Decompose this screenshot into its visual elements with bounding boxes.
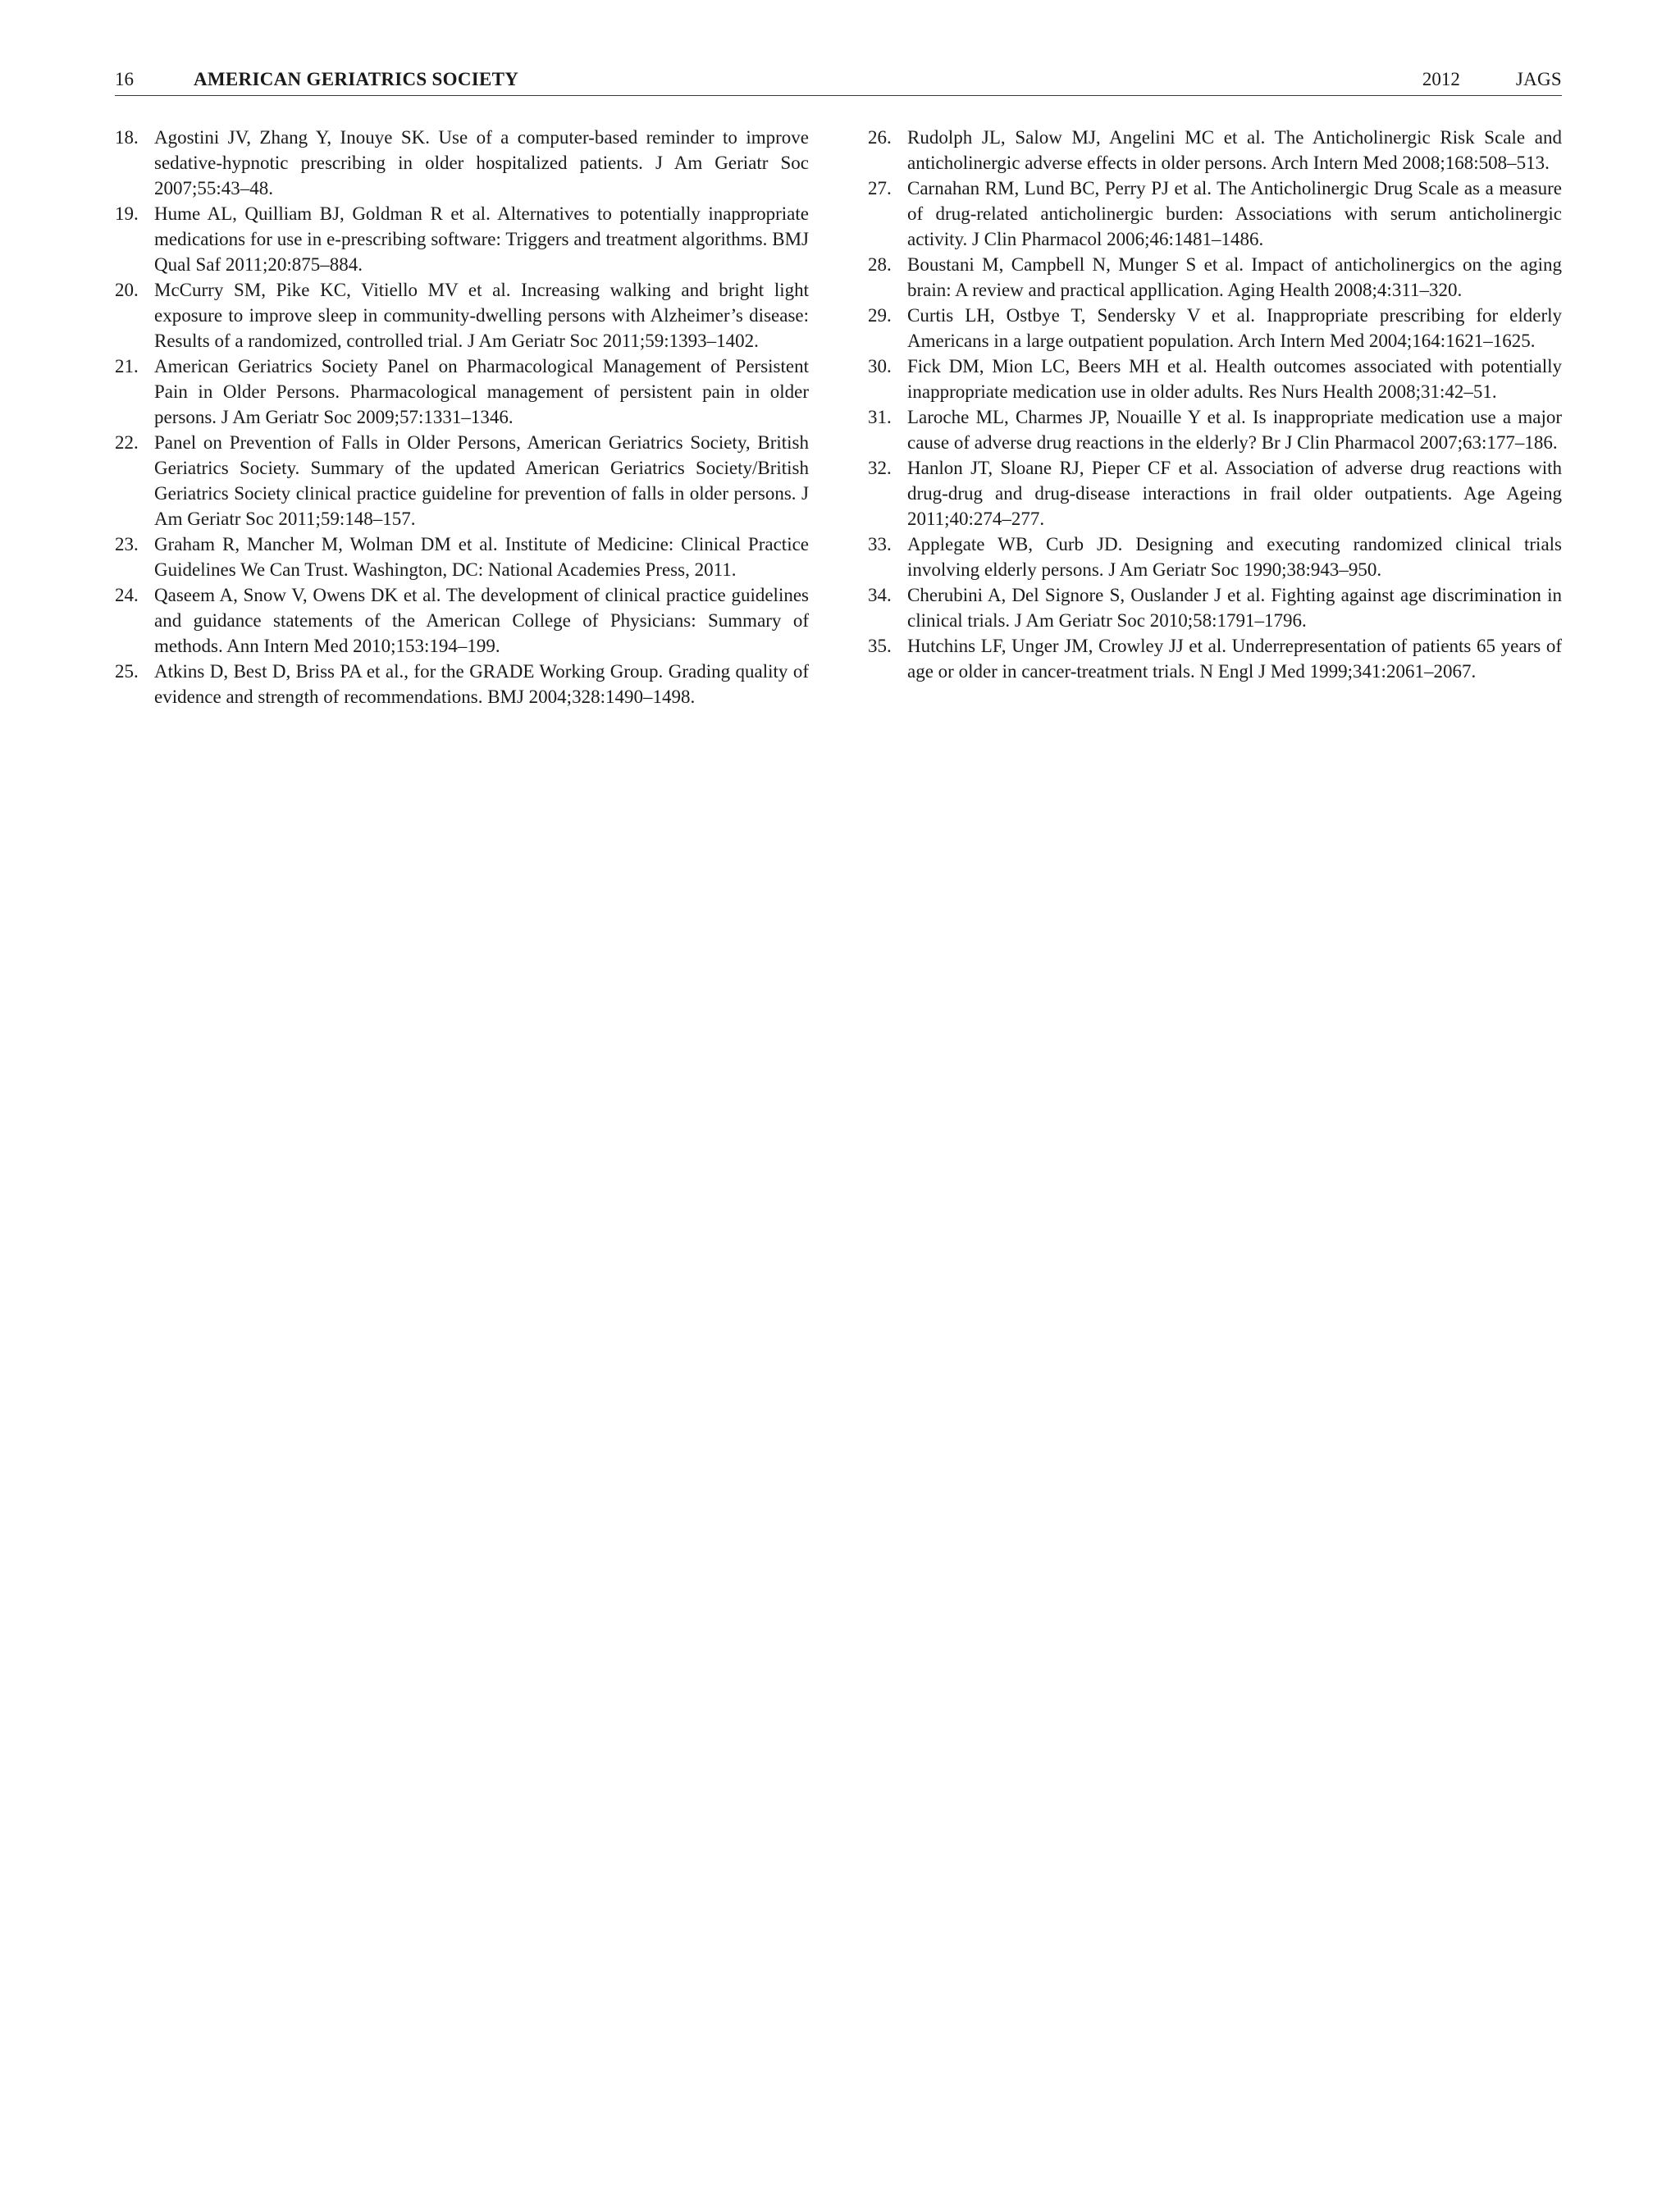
reference-text: Boustani M, Campbell N, Munger S et al. Impact of anticholinergics on the aging brain: A review and practical appllication. Aging Health 2008;4:311–320. <box>907 254 1562 300</box>
reference-item <box>115 125 809 201</box>
reference-item <box>868 176 1562 252</box>
reference-item <box>868 582 1562 633</box>
references-right-column <box>868 125 1562 709</box>
reference-text: Laroche ML, Charmes JP, Nouaille Y et al. Is inappropriate medication use a major cause of adverse drug reactions in the elderly? Br J Clin Pharmacol 2007;63:177–186. <box>907 407 1562 453</box>
reference-number: 19. <box>115 203 139 224</box>
reference-item <box>868 125 1562 176</box>
reference-text: Hanlon JT, Sloane RJ, Pieper CF et al. Association of adverse drug reactions with drug-drug and drug-disease interactions in frail older outpatients. Age Ageing 2011;40:274–277. <box>907 458 1562 529</box>
running-head <box>115 67 1562 96</box>
reference-number: 22. <box>115 432 139 453</box>
reference-text: American Geriatrics Society Panel on Pharmacological Management of Persistent Pain in Older Persons. Pharmacological management of persistent pain in older persons. J Am Geriatr Soc 2009;57:1331–1346. <box>154 356 809 427</box>
page-number: 16 <box>115 69 134 89</box>
reference-text: Fick DM, Mion LC, Beers MH et al. Health outcomes associated with potentially inappropriate medication use in older adults. Res Nurs Health 2008;31:42–51. <box>907 356 1562 402</box>
reference-item <box>868 252 1562 303</box>
reference-number: 29. <box>868 305 892 326</box>
reference-number: 26. <box>868 127 892 148</box>
reference-text: Curtis LH, Ostbye T, Sendersky V et al. Inappropriate prescribing for elderly Americans in a large outpatient population. Arch Intern Med 2004;164:1621–1625. <box>907 305 1562 351</box>
reference-text: Qaseem A, Snow V, Owens DK et al. The development of clinical practice guidelines and guidance statements of the American College of Physicians: Summary of methods. Ann Intern Med 2010;153:194–199. <box>154 585 809 656</box>
reference-item <box>115 430 809 531</box>
journal-page <box>115 67 1562 709</box>
reference-number: 30. <box>868 356 892 376</box>
reference-text: Graham R, Mancher M, Wolman DM et al. Institute of Medicine: Clinical Practice Guidelines We Can Trust. Washington, DC: National Academies Press, 2011. <box>154 534 809 580</box>
reference-number: 23. <box>115 534 139 554</box>
reference-number: 33. <box>868 534 892 554</box>
reference-text: Hume AL, Quilliam BJ, Goldman R et al. Alternatives to potentially inappropriate medications for use in e-prescribing software: Triggers and treatment algorithms. BMJ Qual Saf 2011;20:875–884. <box>154 203 809 275</box>
reference-item <box>115 582 809 659</box>
reference-number: 21. <box>115 356 139 376</box>
reference-text: Carnahan RM, Lund BC, Perry PJ et al. The Anticholinergic Drug Scale as a measure of drug-related anticholinergic burden: Associations with serum anticholinergic activity. J Clin Pharmacol 2006;46:1481–1486. <box>907 178 1562 249</box>
reference-item <box>115 531 809 582</box>
reference-number: 28. <box>868 254 892 275</box>
reference-text: Cherubini A, Del Signore S, Ouslander J et al. Fighting against age discrimination in clinical trials. J Am Geriatr Soc 2010;58:1791–1796. <box>907 585 1562 631</box>
reference-item <box>868 303 1562 354</box>
reference-item <box>115 354 809 430</box>
reference-item <box>868 455 1562 531</box>
reference-item <box>868 633 1562 684</box>
reference-text: Agostini JV, Zhang Y, Inouye SK. Use of a computer-based reminder to improve sedative-hypnotic prescribing in older hospitalized patients. J Am Geriatr Soc 2007;55:43–48. <box>154 127 809 198</box>
reference-number: 32. <box>868 458 892 478</box>
reference-text: Panel on Prevention of Falls in Older Persons, American Geriatrics Society, British Geriatrics Society. Summary of the updated American Geriatrics Society/British Geriatrics Society clinical practice guideline for prevention of falls in older persons. J Am Geriatr Soc 2011;59:148–157. <box>154 432 809 529</box>
journal-abbreviation: JAGS <box>1515 69 1562 89</box>
reference-text: Hutchins LF, Unger JM, Crowley JJ et al. Underrepresentation of patients 65 years of age or older in cancer-treatment trials. N Engl J Med 1999;341:2061–2067. <box>907 636 1562 682</box>
reference-text: Atkins D, Best D, Briss PA et al., for the GRADE Working Group. Grading quality of evidence and strength of recommendations. BMJ 2004;328:1490–1498. <box>154 661 809 707</box>
reference-item <box>868 404 1562 455</box>
reference-item <box>115 277 809 354</box>
publication-year: 2012 <box>1422 69 1460 89</box>
reference-text: Applegate WB, Curb JD. Designing and executing randomized clinical trials involving elderly persons. J Am Geriatr Soc 1990;38:943–950. <box>907 534 1562 580</box>
reference-number: 27. <box>868 178 892 198</box>
reference-item <box>868 531 1562 582</box>
journal-name: AMERICAN GERIATRICS SOCIETY <box>194 69 519 89</box>
reference-number: 25. <box>115 661 139 682</box>
reference-number: 18. <box>115 127 139 148</box>
reference-item <box>115 201 809 277</box>
reference-number: 20. <box>115 280 139 300</box>
reference-number: 35. <box>868 636 892 656</box>
reference-item <box>115 659 809 709</box>
references-columns <box>115 125 1562 709</box>
reference-item <box>868 354 1562 404</box>
reference-number: 31. <box>868 407 892 427</box>
reference-number: 24. <box>115 585 139 605</box>
reference-text: Rudolph JL, Salow MJ, Angelini MC et al. The Anticholinergic Risk Scale and anticholinergic adverse effects in older persons. Arch Intern Med 2008;168:508–513. <box>907 127 1562 173</box>
reference-text: McCurry SM, Pike KC, Vitiello MV et al. Increasing walking and bright light exposure to improve sleep in community-dwelling persons with Alzheimer’s disease: Results of a randomized, controlled trial. J Am Geriatr Soc 2011;59:1393–1402. <box>154 280 809 351</box>
references-left-column <box>115 125 809 709</box>
reference-number: 34. <box>868 585 892 605</box>
